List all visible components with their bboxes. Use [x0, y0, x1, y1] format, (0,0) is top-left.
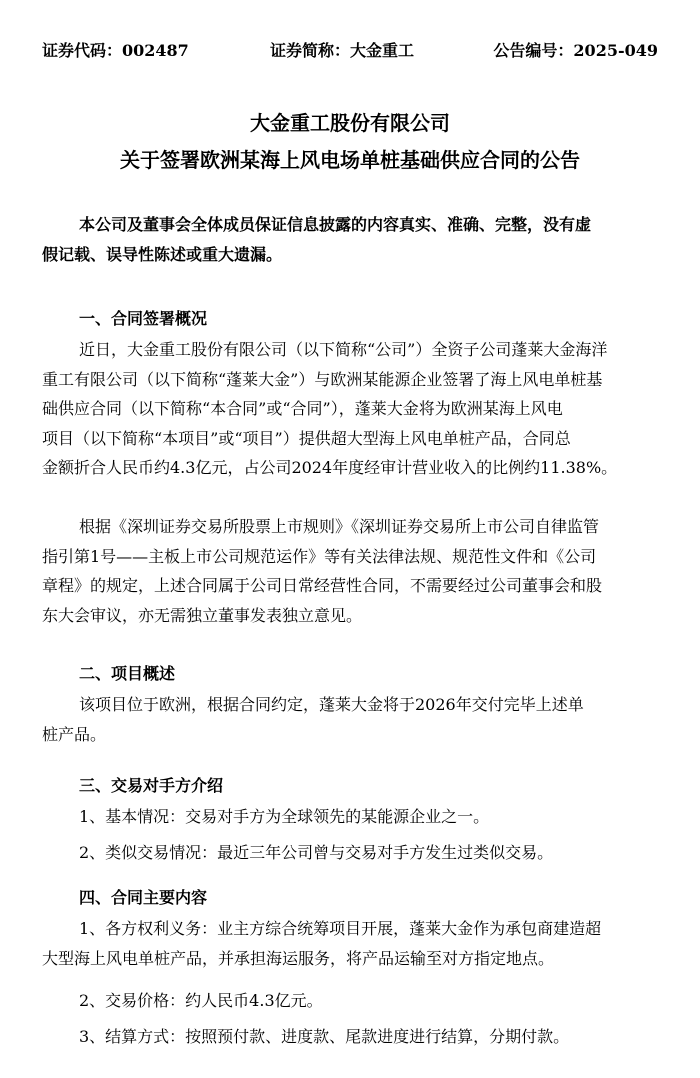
paragraph-line: 1、基本情况：交易对手方为全球领先的某能源企业之一。 — [79, 807, 490, 826]
statement-line: 假记载、误导性陈述或重大遗漏。 — [42, 244, 283, 264]
section-3-paragraph-2 — [42, 838, 662, 868]
paragraph-line: 础供应合同（以下简称“本合同”或“合同”），蓬莱大金将为欧洲某海上风电 — [42, 399, 563, 418]
paragraph-line: 指引第1号——主板上市公司规范运作》等有关法律法规、规范性文件和《公司 — [42, 546, 597, 566]
section-4-paragraph-3 — [42, 1022, 662, 1052]
paragraph-line: 金额折合人民币约4.3亿元，占公司2024年度经审计营业收入的比例约11.38%。 — [42, 458, 618, 477]
paragraph-line: 2、交易价格：约人民币4.3亿元。 — [79, 991, 323, 1010]
section-1-paragraph-2 — [42, 512, 662, 630]
section-2-paragraph-1 — [42, 690, 662, 749]
section-3-heading: 三、交易对手方介绍 — [79, 776, 224, 795]
section-4-paragraph-2 — [42, 986, 662, 1016]
paragraph-line: 重工有限公司（以下简称“蓬莱大金”）与欧洲某能源企业签署了海上风电单桩基 — [42, 369, 603, 389]
stock-short-name: 证券简称：大金重工 — [270, 41, 415, 60]
document-header — [42, 38, 658, 62]
stock-code: 证券代码：002487 — [42, 41, 189, 60]
paragraph-line: 根据《深圳证券交易所股票上市规则》《深圳证券交易所上市公司自律监管 — [79, 517, 600, 536]
paragraph-line: 3、结算方式：按照预付款、进度款、尾款进度进行结算，分期付款。 — [79, 1027, 570, 1046]
paragraph-line: 章程》的规定，上述合同属于公司日常经营性合同，不需要经过公司董事会和股 — [42, 576, 603, 595]
notice-title: 关于签署欧洲某海上风电场单桩基础供应合同的公告 — [120, 148, 580, 172]
section-2-heading: 二、项目概述 — [79, 664, 176, 683]
paragraph-line: 东大会审议，亦无需独立董事发表独立意见。 — [42, 605, 363, 625]
paragraph-line: 2、类似交易情况：最近三年公司曾与交易对手方发生过类似交易。 — [79, 843, 554, 862]
paragraph-line: 大型海上风电单桩产品，并承担海运服务，将产品运输至对方指定地点。 — [42, 948, 555, 968]
section-4-paragraph-1 — [42, 914, 662, 973]
section-4-heading: 四、合同主要内容 — [79, 888, 208, 907]
paragraph-line: 近日，大金重工股份有限公司（以下简称“公司”）全资子公司蓬莱大金海洋 — [79, 340, 608, 359]
notice-number: 公告编号：2025-049 — [493, 41, 658, 60]
paragraph-line: 桩产品。 — [42, 724, 107, 744]
paragraph-line: 该项目位于欧洲，根据合同约定，蓬莱大金将于2026年交付完毕上述单 — [79, 695, 584, 714]
company-title: 大金重工股份有限公司 — [250, 111, 450, 135]
paragraph-line: 项目（以下简称“本项目”或“项目”）提供超大型海上风电单桩产品，合同总 — [42, 428, 571, 448]
section-1-heading: 一、合同签署概况 — [79, 309, 208, 328]
section-1-paragraph-1 — [42, 335, 662, 483]
paragraph-line: 1、各方权利义务：业主方综合统筹项目开展，蓬莱大金作为承包商建造超 — [79, 919, 602, 938]
section-3-paragraph-1 — [42, 802, 662, 832]
statement-line: 本公司及董事会全体成员保证信息披露的内容真实、准确、完整，没有虚 — [79, 215, 592, 234]
board-statement — [42, 210, 662, 269]
